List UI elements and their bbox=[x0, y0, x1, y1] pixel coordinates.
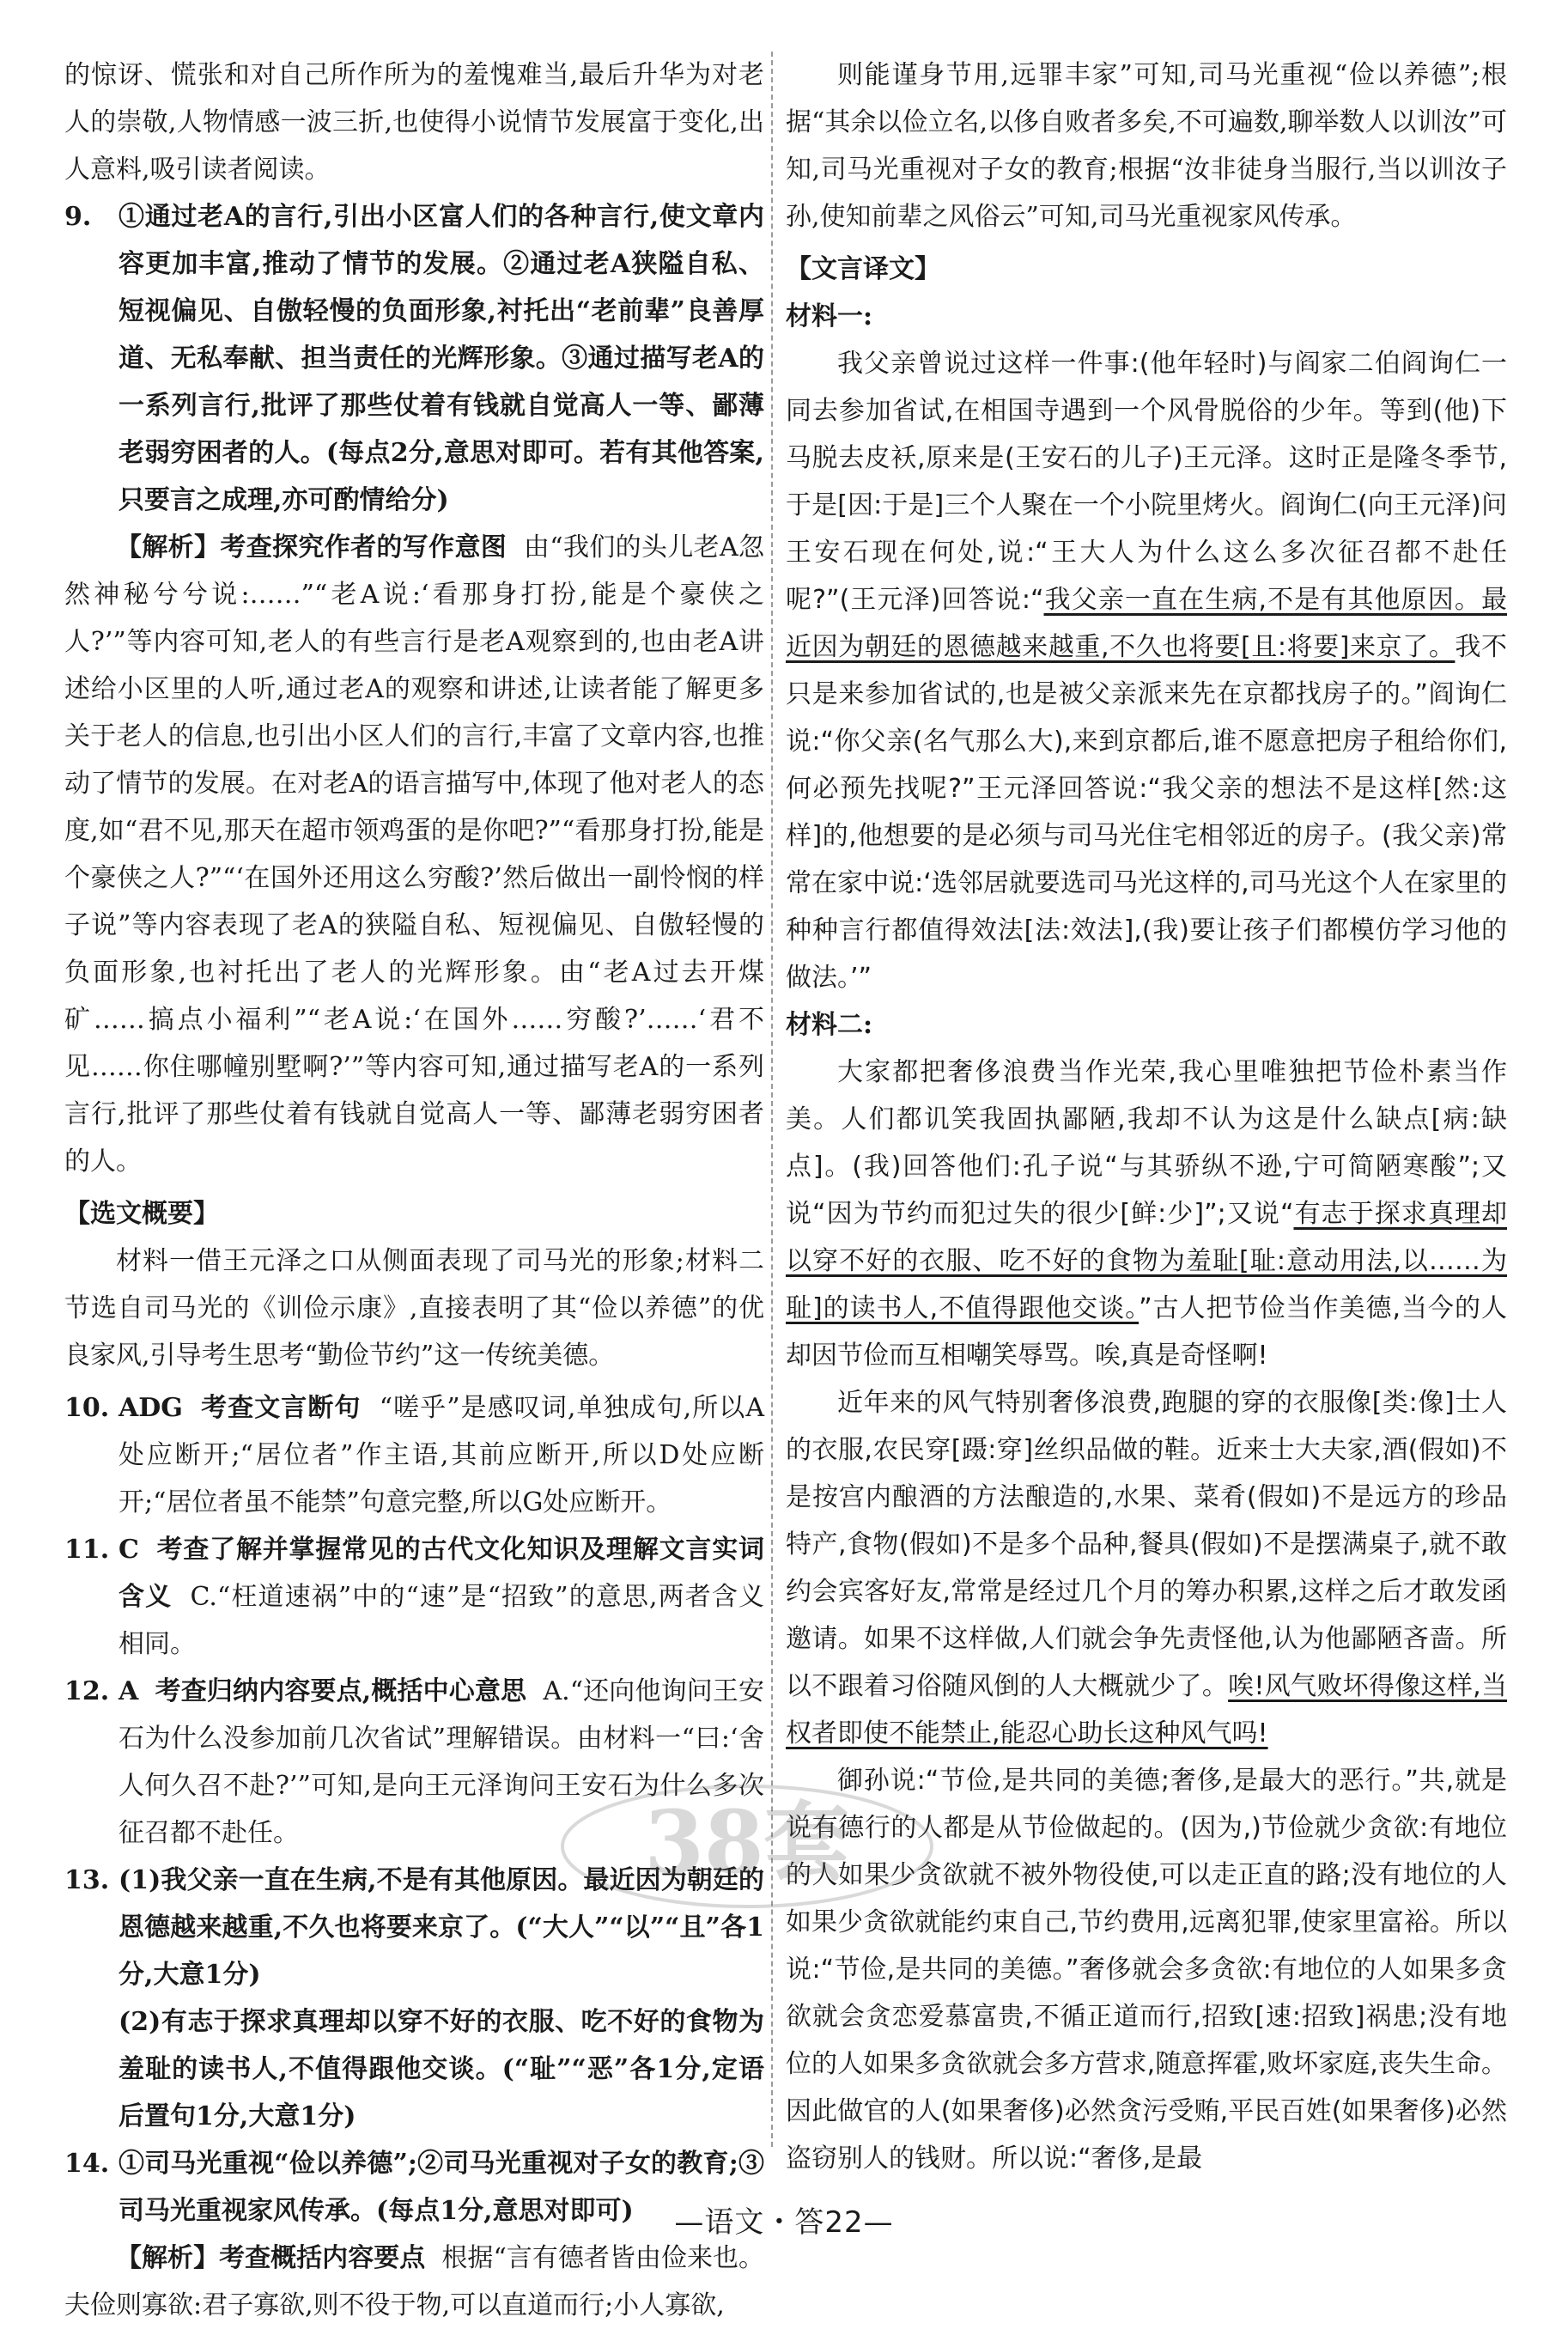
question-9 bbox=[64, 193, 764, 524]
material-2-text-c: 近年来的风气特别奢侈浪费,跑腿的穿的衣服像[类:像]士人的衣服,农民穿[蹑:穿]丝织品做的鞋。近来士大夫家,酒(假如)不是按宫内酿酒的方法酿造的,水果、菜肴(假如)不是远方的珍品特产,食物(假如)不是多个品种,餐具(假如)不是摆满桌子,就不敢约会宾客好友,常常是经过几个月的筹办积累,这样之后才敢发函邀请。如果不这样做,人们就会争先责怪他,认为他鄙陋吝啬。所以不跟着习俗随风倒的人大概就少了。 bbox=[786, 1388, 1507, 1701]
question-11-text: C.“枉道速祸”中的“速”是“招致”的意思,两者含义相同。 bbox=[119, 1582, 764, 1659]
question-12-number: 12. bbox=[64, 1676, 110, 1706]
material-2-underlined-2: 唉!风气败坏得像这样,当权者即使不能禁止,能忍心助长这种风气吗! bbox=[786, 1671, 1508, 1748]
question-13 bbox=[64, 1857, 764, 2140]
watermark-text: 38套 bbox=[644, 1791, 850, 1893]
continued-analysis-text: 则能谨身节用,远罪丰家”可知,司马光重视“俭以养德”;根据“其余以俭立名,以侈自败者多矣,不可遍数,聊举数人以训汝”可知,司马光重视对子女的教育;根据“汝非徒身当服行,当以训汝子孙,使知前辈之风俗云”可知,司马光重视家风传承。 bbox=[786, 60, 1507, 232]
analysis-title: 考查探究作者的写作意图 bbox=[220, 532, 507, 562]
question-11-number: 11. bbox=[64, 1535, 110, 1565]
question-13-part-1: (1)我父亲一直在生病,不是有其他原因。最近因为朝廷的恩德越来越重,不久也将要来京了。(“大人”“以”“且”各1分,大意1分) bbox=[119, 1865, 764, 1990]
question-11-title: 考查了解并掌握常见的古代文化知识及理解文言实词含义 bbox=[119, 1535, 765, 1612]
question-14-analysis bbox=[64, 2235, 764, 2329]
material-2-translation-1 bbox=[786, 1049, 1507, 1379]
question-13-part-2: (2)有志于探求真理却以穿不好的衣服、吃不好的食物为羞耻的读书人,不值得跟他交谈。(“耻”“恶”各1分,定语后置句1分,大意1分) bbox=[119, 2007, 764, 2131]
material-2-text-b: ”古人把节俭当作美德,当今的人却因节俭而互相嘲笑辱骂。唉,真是奇怪啊! bbox=[786, 1293, 1507, 1371]
analysis-text: 根据“言有德者皆由俭来也。夫俭则寡欲:君子寡欲,则不役于物,可以直道而行;小人寡欲, bbox=[64, 2243, 765, 2320]
material-2-heading: 材料二: bbox=[786, 1010, 873, 1040]
analysis-tag: 【解析】 bbox=[116, 2243, 220, 2273]
continued-answer-text: 的惊讶、慌张和对自己所作所为的羞愧难当,最后升华为对老人的崇敬,人物情感一波三折,也使得小说情节发展富于变化,出人意料,吸引读者阅读。 bbox=[64, 60, 764, 185]
left-column bbox=[64, 52, 765, 2320]
question-14-number: 14. bbox=[64, 2149, 110, 2179]
question-12 bbox=[64, 1668, 764, 1857]
material-2-text-a: 大家都把奢侈浪费当作光荣,我心里唯独把节俭朴素当作美。人们都讥笑我固执鄙陋,我却不认为这是什么缺点[病:缺点]。(我)回答他们:孔子说“与其骄纵不逊,宁可简陋寒酸”;又说“因为节约而犯过失的很少[鲜:少]”;又说“ bbox=[786, 1057, 1507, 1229]
question-9-number: 9. bbox=[64, 202, 92, 232]
analysis-title: 考查概括内容要点 bbox=[219, 2243, 426, 2273]
question-10 bbox=[64, 1384, 764, 1526]
material-1-heading: 材料一: bbox=[786, 301, 873, 331]
question-10-text: “嗟乎”是感叹词,单独成句,所以A处应断开;“居位者”作主语,其前应断开,所以D处应断开;“居位者虽不能禁”句意完整,所以G处应断开。 bbox=[119, 1393, 765, 1517]
page-footer: —语文・答22— bbox=[674, 2205, 894, 2240]
question-12-title: 考查归纳内容要点,概括中心意思 bbox=[155, 1676, 527, 1706]
material-1-underlined: 我父亲一直在生病,不是有其他原因。最近因为朝廷的恩德越来越重,不久也将要[且:将要]来京了。 bbox=[786, 585, 1507, 662]
overview-text: 材料一借王元泽之口从侧面表现了司马光的形象;材料二节选自司马光的《训俭示康》,直接表明了其“俭以养德”的优良家风,引导考生思考“勤俭节约”这一传统美德。 bbox=[64, 1246, 764, 1371]
question-11 bbox=[64, 1526, 764, 1668]
material-2-underlined: 有志于探求真理却以穿不好的衣服、吃不好的食物为羞耻[耻:意动用法,以……为耻]的读书人,不值得跟他交谈。 bbox=[786, 1199, 1507, 1323]
material-2-translation-3: 御孙说:“节俭,是共同的美德;奢侈,是最大的恶行。”共,就是说有德行的人都是从节俭做起的。(因为,)节俭就少贪欲:有地位的人如果少贪欲就不被外物役使,可以走正直的路;没有地位的人如果少贪欲就能约束自己,节约费用,远离犯罪,使家里富裕。所以说:“节俭,是共同的美德。”奢侈就会多贪欲:有地位的人如果多贪欲就会贪恋爱慕富贵,不循正道而行,招致[速:招致]祸患;没有地位的人如果多贪欲就会多方营求,随意挥霍,败坏家庭,丧失生命。因此做官的人(如果奢侈)必然贪污受贿,平民百姓(如果奢侈)必然盗窃别人的钱财。所以说:“奢侈,是最 bbox=[786, 1766, 1507, 2174]
column-divider bbox=[771, 52, 773, 2147]
question-13-number: 13. bbox=[64, 1865, 110, 1895]
question-12-answer: A bbox=[119, 1676, 139, 1706]
analysis-text: 由“我们的头儿老A忽然神秘兮兮说:……”“老A说:‘看那身打扮,能是个豪侠之人?’”等内容可知,老人的有些言行是老A观察到的,也由老A讲述给小区里的人听,通过老A的观察和讲述,让读者能了解更多关于老人的信息,也引出小区人们的言行,丰富了文章内容,也推动了情节的发展。在对老A的语言描写中,体现了他对老人的态度,如“君不见,那天在超市领鸡蛋的是你吧?”“看那身打扮,能是个豪侠之人?”“‘在国外还用这么穷酸?’然后做出一副怜悯的样子说”等内容表现了老A的狭隘自私、短视偏见、自傲轻慢的负面形象,也衬托出了老人的光辉形象。由“老A过去开煤矿……搞点小福利”“老A说:‘在国外……穷酸?’……‘君不见……你住哪幢别墅啊?’”等内容可知,通过描写老A的一系列言行,批评了那些仗着有钱就自觉高人一等、鄙薄老弱穷困者的人。 bbox=[64, 532, 765, 1177]
material-1-text-b: 我不只是来参加省试的,也是被父亲派来先在京都找房子的。”阎询仁说:“你父亲(名气那么大),来到京都后,谁不愿意把房子租给你们,何必预先找呢?”王元泽回答说:“我父亲的想法不是这样[然:这样]的,他想要的是必须与司马光住宅相邻近的房子。(我父亲)常常在家中说:‘选邻居就要选司马光这样的,司马光这个人在家里的种种言行都值得效法[法:效法],(我)要让孩子们都模仿学习他的做法。’” bbox=[786, 632, 1507, 993]
right-column bbox=[786, 52, 1508, 2174]
question-9-answer: ①通过老A的言行,引出小区富人们的各种言行,使文章内容更加丰富,推动了情节的发展。②通过老A狭隘自私、短视偏见、自傲轻慢的负面形象,衬托出“老前辈”良善厚道、无私奉献、担当责任的光辉形象。③通过描写老A的一系列言行,批评了那些仗着有钱就自觉高人一等、鄙薄老弱穷困者的人。(每点2分,意思对即可。若有其他答案,只要言之成理,亦可酌情给分) bbox=[119, 202, 764, 515]
question-10-number: 10. bbox=[64, 1393, 110, 1423]
question-9-analysis bbox=[64, 524, 764, 1185]
material-1-text-a: 我父亲曾说过这样一件事:(他年轻时)与阎家二伯阎询仁一同去参加省试,在相国寺遇到一个风骨脱俗的少年。等到(他)下马脱去皮袄,原来是(王安石的儿子)王元泽。这时正是隆冬季节,于是[因:于是]三个人聚在一个小院里烤火。阎询仁(向王元泽)问王安石现在何处,说:“王大人为什么这么多次征召都不赴任呢?”(王元泽)回答说:“ bbox=[786, 349, 1507, 615]
translation-heading: 【文言译文】 bbox=[786, 254, 940, 284]
overview-heading: 【选文概要】 bbox=[64, 1199, 219, 1229]
question-14-answer: ①司马光重视“俭以养德”;②司马光重视对子女的教育;③司马光重视家风传承。(每点1分,意思对即可) bbox=[119, 2149, 764, 2226]
question-12-text: A.“还向他询问王安石为什么没参加前几次省试”理解错误。由材料一“曰:‘舍人何久召不赴?’”可知,是向王元泽询问王安石为什么多次征召都不赴任。 bbox=[119, 1676, 764, 1848]
material-1-translation bbox=[786, 340, 1507, 1001]
question-11-answer: C bbox=[119, 1535, 139, 1565]
analysis-tag: 【解析】 bbox=[116, 532, 221, 562]
question-10-title: 考查文言断句 bbox=[201, 1393, 362, 1423]
question-10-answer: ADG bbox=[119, 1393, 183, 1423]
material-2-translation-2 bbox=[786, 1379, 1507, 1757]
